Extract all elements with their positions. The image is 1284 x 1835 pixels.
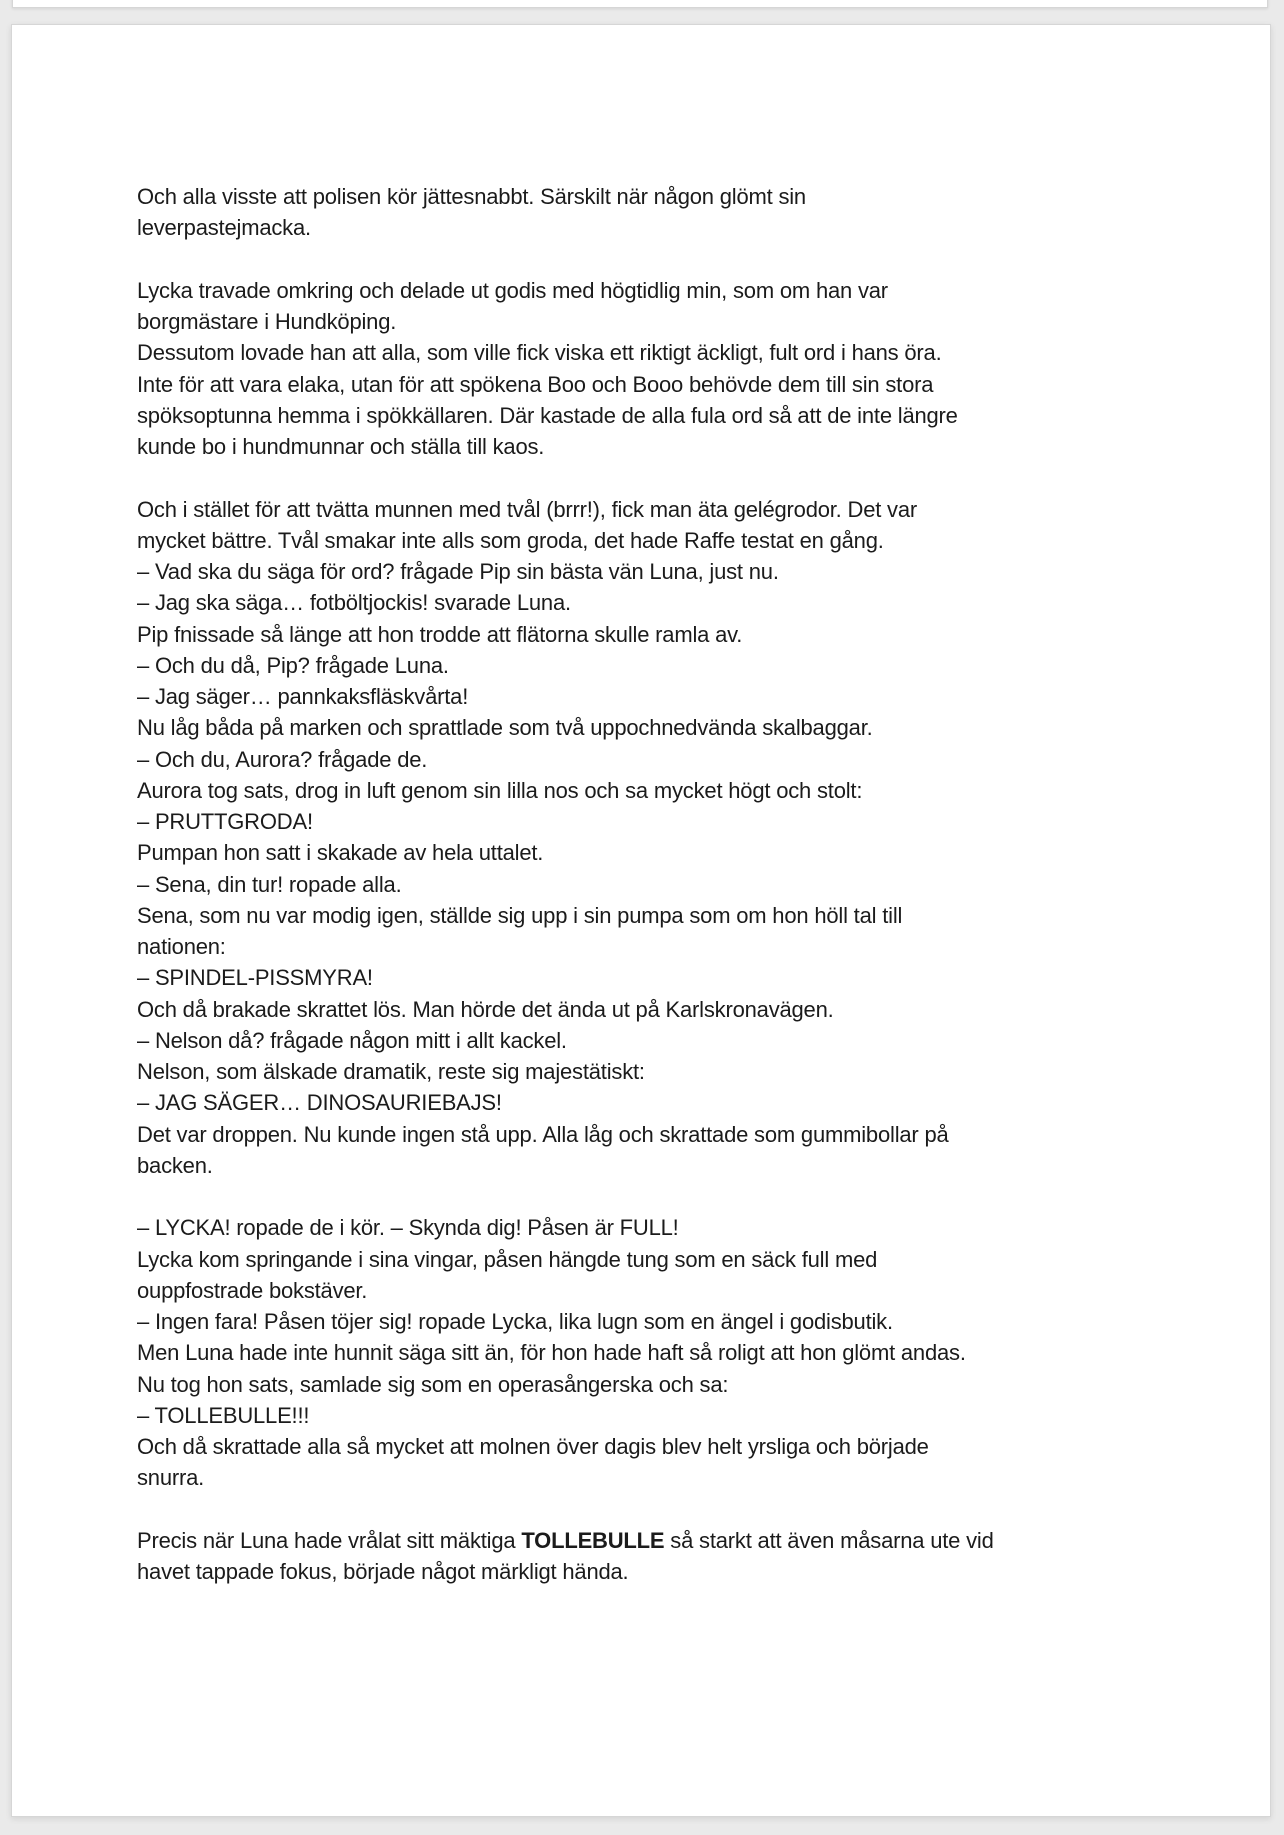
text-line: Sena, som nu var modig igen, ställde sig upp i sin pumpa som om hon höll tal till — [137, 902, 903, 928]
text-line: nationen: — [137, 934, 226, 959]
document-page[interactable] — [11, 24, 1271, 1817]
text-line: Och alla visste att polisen kör jättesnabbt. Särskilt när någon glömt sin — [137, 184, 806, 209]
text-line: – JAG SÄGER… DINOSAURIEBAJS! — [137, 1090, 502, 1116]
text-line: Nu låg båda på marken och sprattlade som två uppochnedvända skalbaggar. — [137, 715, 873, 741]
text-line: Men Luna hade inte hunnit säga sitt än, för hon hade haft så roligt att hon glömt andas. — [137, 1340, 966, 1366]
text-line: mycket bättre. Tvål smakar inte alls som groda, det hade Raffe testat en gång. — [137, 527, 884, 553]
text-line: Aurora tog sats, drog in luft genom sin lilla nos och sa mycket högt och stolt: — [137, 777, 863, 803]
text-line: – Jag ska säga… fotböltjockis! svarade Luna. — [137, 590, 571, 616]
blank-line — [137, 462, 1182, 493]
document-text — [137, 181, 1182, 1587]
text-line: Nu tog hon sats, samlade sig som en operasångerska och sa: — [137, 1371, 729, 1397]
text-line: borgmästare i Hundköping. — [137, 309, 397, 334]
text-segment: så starkt att även måsarna ute vid — [664, 1527, 994, 1553]
text-line: Inte för att vara elaka, utan för att spökena Boo och Booo behövde dem till sin stora — [137, 371, 934, 397]
text-line: Lycka travade omkring och delade ut godis med högtidlig min, som om han var — [137, 277, 888, 303]
text-segment: Precis när Luna hade vrålat sitt mäktiga — [137, 1527, 522, 1553]
blank-line — [137, 244, 1182, 275]
text-line: – Sena, din tur! ropade alla. — [137, 871, 402, 897]
text-line: ouppfostrade bokstäver. — [137, 1277, 368, 1303]
text-line: – Och du, Aurora? frågade de. — [137, 746, 428, 772]
text-line: leverpastejmacka. — [137, 215, 311, 241]
blank-line — [137, 1494, 1182, 1525]
text-line: Nelson, som älskade dramatik, reste sig majestätiskt: — [137, 1059, 645, 1084]
text-line: kunde bo i hundmunnar och ställa till kaos. — [137, 434, 545, 459]
text-line: – PRUTTGRODA! — [137, 809, 313, 834]
previous-page-edge — [12, 0, 1268, 8]
text-line: – Ingen fara! Påsen töjer sig! ropade Lycka, lika lugn som en ängel i godisbutik. — [137, 1309, 893, 1334]
text-line: backen. — [137, 1152, 213, 1178]
text-line: Pumpan hon satt i skakade av hela uttalet. — [137, 840, 544, 866]
text-line: – Nelson då? frågade någon mitt i allt kackel. — [137, 1027, 567, 1053]
text-line: Dessutom lovade han att alla, som ville fick viska ett riktigt äckligt, fult ord i hans öra. — [137, 340, 942, 366]
text-line: Pip fnissade så länge att hon trodde att flätorna skulle ramla av. — [137, 621, 743, 647]
text-line: havet tappade fokus, började något märkligt hända. — [137, 1559, 629, 1584]
text-line: – TOLLEBULLE!!! — [137, 1402, 310, 1428]
text-segment: TOLLEBULLE — [521, 1527, 665, 1553]
text-line: Och i stället för att tvätta munnen med tvål (brrr!), fick man äta gelégrodor. Det var — [137, 496, 918, 522]
text-line — [137, 1525, 1182, 1556]
text-line: Det var droppen. Nu kunde ingen stå upp. Alla låg och skrattade som gummibollar på — [137, 1121, 949, 1147]
text-line: – Jag säger… pannkaksfläskvårta! — [137, 684, 469, 709]
blank-line — [137, 1181, 1182, 1212]
text-line: Och då skrattade alla så mycket att molnen över dagis blev helt yrsliga och började — [137, 1434, 929, 1459]
text-line: Lycka kom springande i sina vingar, påsen hängde tung som en säck full med — [137, 1246, 878, 1272]
text-line: snurra. — [137, 1465, 205, 1491]
text-line: – SPINDEL-PISSMYRA! — [137, 965, 373, 991]
text-line: – Vad ska du säga för ord? frågade Pip sin bästa vän Luna, just nu. — [137, 559, 779, 584]
text-line: spöksoptunna hemma i spökkällaren. Där kastade de alla fula ord så att de inte längre — [137, 402, 958, 428]
text-line: – Och du då, Pip? frågade Luna. — [137, 652, 449, 678]
text-line: – LYCKA! ropade de i kör. – Skynda dig! Påsen är FULL! — [137, 1215, 679, 1241]
text-line: Och då brakade skrattet lös. Man hörde det ända ut på Karlskronavägen. — [137, 996, 834, 1022]
